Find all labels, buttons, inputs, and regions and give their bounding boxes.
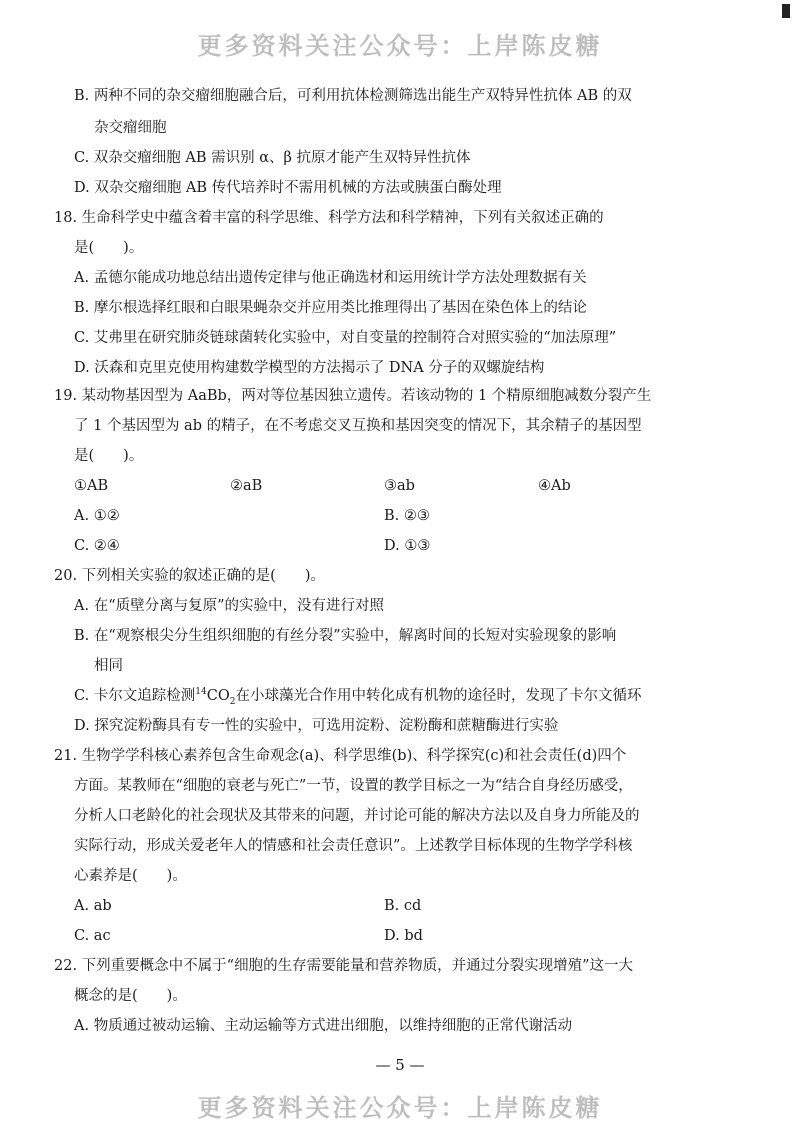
q21-option-d: D. bd [384,928,423,944]
corner-mark [782,4,790,18]
q18-option-b: B. 摩尔根选择红眼和白眼果蝇杂交并应用类比推理得出了基因在染色体上的结论 [74,300,587,316]
q20-stem: 20. 下列相关实验的叙述正确的是( )。 [54,568,325,584]
q19-item-2: ②aB [230,478,263,494]
q19-stem-line2: 了 1 个基因型为 ab 的精子，在不考虑交叉互换和基因突变的情况下，其余精子的基因型 [74,418,642,434]
q20-option-c-pre: C. 卡尔文追踪检测 [74,688,196,704]
q19-item-1: ①AB [74,478,109,494]
q20-option-c [74,686,641,706]
q20-option-b-line1: B. 在“观察根尖分生组织细胞的有丝分裂”实验中，解离时间的长短对实验现象的影响 [74,628,617,644]
q20-option-c-post: 在小球藻光合作用中转化成有机物的途径时，发现了卡尔文循环 [235,688,642,704]
q20-option-a: A. 在“质壁分离与复原”的实验中，没有进行对照 [74,598,385,614]
q19-option-b: B. ②③ [384,508,430,524]
q19-stem-line1: 19. 某动物基因型为 AaBb，两对等位基因独立遗传。若该动物的 1 个精原细胞减数分裂产生 [54,388,652,404]
q18-option-d: D. 沃森和克里克使用构建数学模型的方法揭示了 DNA 分子的双螺旋结构 [74,360,545,376]
q19-option-a: A. ①② [74,508,120,524]
q19-item-3: ③ab [384,478,415,494]
q21-option-a: A. ab [74,898,112,914]
q17-option-b-line2: 杂交瘤细胞 [94,120,167,136]
q21-option-c: C. ac [74,928,111,944]
q17-option-d: D. 双杂交瘤细胞 AB 传代培养时不需用机械的方法或胰蛋白酶处理 [74,180,502,196]
q21-stem-line5: 心素养是( )。 [74,868,187,884]
q21-stem-line1: 21. 生物学学科核心素养包含生命观念(a)、科学思维(b)、科学探究(c)和社会责任(d)四个 [54,748,627,764]
q22-stem-line1: 22. 下列重要概念中不属于“细胞的生存需要能量和营养物质，并通过分裂实现增殖”这一大 [54,958,633,974]
q19-stem-line3: 是( )。 [74,448,144,464]
q21-stem-line4: 实际行动，形成关爱老年人的情感和社会责任意识”。上述教学目标体现的生物学学科核 [74,838,633,854]
q18-stem-line1: 18. 生命科学史中蕴含着丰富的科学思维、科学方法和科学精神，下列有关叙述正确的 [54,210,604,226]
q18-option-a: A. 孟德尔能成功地总结出遗传定律与他正确选材和运用统计学方法处理数据有关 [74,270,587,286]
watermark-bottom: 更多资料关注公众号：上岸陈皮糖 [197,1094,603,1122]
q20-option-c-formula: CO [206,688,230,704]
q20-option-d: D. 探究淀粉酶具有专一性的实验中，可选用淀粉、淀粉酶和蔗糖酶进行实验 [74,718,559,734]
q19-option-d: D. ①③ [384,538,431,554]
q21-stem-line2: 方面。某教师在“细胞的衰老与死亡”一节，设置的教学目标之一为“结合自身经历感受， [74,778,633,794]
watermark-top: 更多资料关注公众号：上岸陈皮糖 [197,32,603,60]
q19-option-c: C. ②④ [74,538,120,554]
q19-item-4: ④Ab [538,478,571,494]
page-number: — 5 — [375,1056,425,1074]
q18-stem-line2: 是( )。 [74,240,144,256]
q21-stem-line3: 分析人口老龄化的社会现状及其带来的问题，并讨论可能的解决方法以及自身力所能及的 [74,808,640,824]
q20-option-c-superscript: 14 [195,687,207,698]
q22-stem-line2: 概念的是( )。 [74,988,187,1004]
q17-option-b-line1: B. 两种不同的杂交瘤细胞融合后，可利用抗体检测筛选出能生产双特异性抗体 AB 的双 [74,88,632,104]
q18-option-c: C. 艾弗里在研究肺炎链球菌转化实验中，对自变量的控制符合对照实验的“加法原理” [74,330,617,346]
q21-option-b: B. cd [384,898,422,914]
q20-option-b-line2: 相同 [94,658,123,674]
q20-option-c-subscript: 2 [229,696,236,707]
q17-option-c: C. 双杂交瘤细胞 AB 需识别 α、β 抗原才能产生双特异性抗体 [74,150,471,166]
q22-option-a: A. 物质通过被动运输、主动运输等方式进出细胞，以维持细胞的正常代谢活动 [74,1018,573,1034]
